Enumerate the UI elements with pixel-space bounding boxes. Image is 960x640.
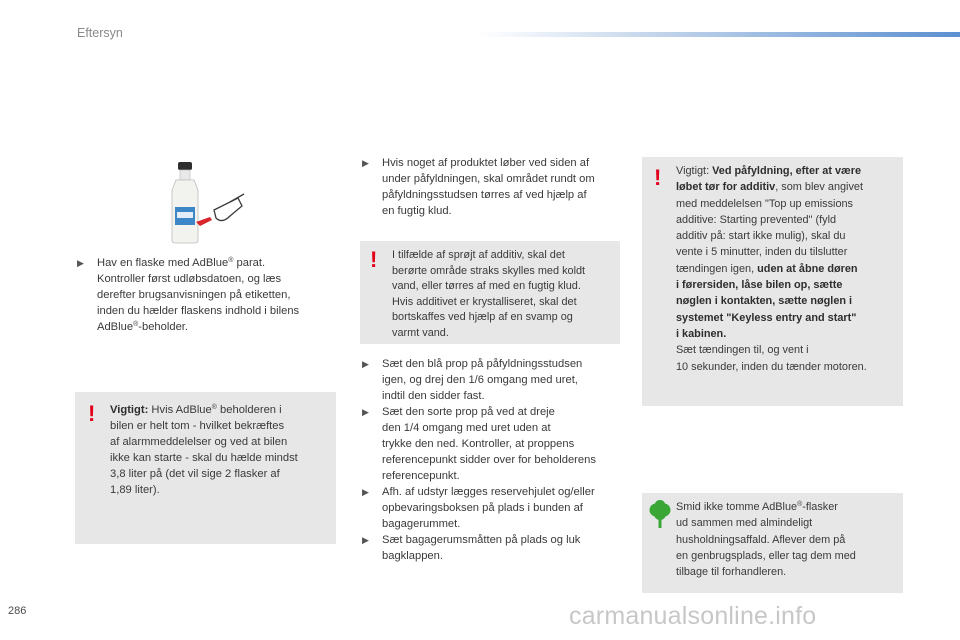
registered-mark: ® [211, 404, 217, 411]
adblue-bottle-icon [160, 162, 250, 244]
text-line: under påfyldningen, skal området rundt om [382, 173, 595, 185]
text-line: Afh. af udstyr lægges reservehjulet og/eller [382, 486, 595, 498]
text-line: 3,8 liter på (det vil sige 2 flasker af [110, 468, 280, 480]
text-line: inden du hælder flaskens indhold i bilens [97, 305, 300, 317]
registered-mark: ® [228, 257, 234, 264]
text-line: ud sammen med almindeligt [676, 517, 813, 530]
text-fragment: Vigtigt: [676, 165, 713, 177]
text-fragment: tændingen igen, [676, 262, 758, 275]
eco-info-box [642, 493, 903, 593]
text-line: varmt vand. [392, 326, 449, 339]
text-line: Sæt den blå prop på påfyldningsstudsen [382, 358, 583, 370]
text-line: en fugtig klud. [382, 205, 452, 217]
bullet-item [362, 356, 624, 404]
text-line: Sæt tændingen til, og vent i [676, 344, 809, 357]
bullet-item [362, 155, 624, 219]
text-fragment: , som blev angivet [775, 181, 864, 194]
text-line: af alarmmeddelelser og ved at bilen [110, 436, 288, 448]
exclamation-warning-icon: ! [370, 247, 378, 272]
bold-text: Ved påfyldning, efter at være [712, 165, 862, 177]
text-line: trykke den ned. Kontroller, at proppens [382, 438, 575, 450]
text-line: husholdningsaffald. Aflever dem på [676, 533, 846, 546]
text-line: bilen er helt tom - hvilket bekræftes [110, 420, 285, 432]
page-number: 286 [8, 605, 27, 617]
exclamation-warning-icon: ! [654, 165, 662, 190]
bold-text: uden at åbne døren [757, 262, 858, 275]
text-line: referencepunkt. [382, 470, 460, 482]
text-line: bagagerummet. [382, 518, 461, 530]
text-fragment: -beholder. [138, 321, 189, 333]
bold-label: Vigtigt: [110, 404, 149, 416]
warning-box [642, 157, 903, 406]
text-line: opbevaringsboksen på plads i bunden af [382, 502, 583, 514]
text-fragment: Hvis AdBlue [148, 404, 212, 416]
text-line: indtil den sidder fast. [382, 390, 485, 402]
text-line: berørte område straks skylles med koldt [392, 264, 586, 277]
watermark: carmanualsonline.info [569, 602, 817, 630]
bullet-item [362, 532, 624, 564]
tree-icon [648, 500, 672, 530]
bullet-flag-icon: ▶ [362, 158, 369, 168]
bullet-item [362, 404, 624, 484]
text-line: Sæt den sorte prop på ved at dreje [382, 406, 555, 418]
text-line: Hvis additivet er krystalliseret, skal det [392, 295, 577, 308]
text-line: vente i 5 minutter, inden du tilslutter [676, 246, 848, 259]
text-line: 1,89 liter). [110, 484, 160, 496]
text-line: den 1/4 omgang med uret uden at [382, 422, 551, 434]
text-line: vand, eller tørres af med en fugtig klud. [392, 280, 581, 292]
text-fragment: Hav en flaske med AdBlue [97, 257, 229, 269]
bullet-flag-icon: ▶ [362, 487, 369, 497]
text-fragment: -flasker [802, 501, 838, 513]
bold-text: i førersiden, låse bilen op, sætte [676, 279, 843, 292]
bullet-list [362, 356, 624, 564]
text-line: en genbrugsplads, eller tag dem med [676, 549, 856, 562]
text-line: Kontroller først udløbsdatoen, og læs [97, 273, 282, 285]
bullet-item [362, 484, 624, 532]
adblue-bottle-illustration [160, 162, 250, 244]
text-line: additive: Starting prevented" (fyld [676, 213, 837, 226]
warning-box [75, 392, 336, 544]
registered-mark: ® [797, 501, 803, 508]
text-line: igen, og drej den 1/6 omgang med uret, [382, 374, 578, 386]
warning-box [360, 241, 620, 344]
text-line: bagklappen. [382, 550, 443, 562]
text-fragment: parat. [233, 257, 266, 269]
text-fragment: AdBlue [97, 321, 134, 333]
text-line: bortskaffes ved hjælp af en svamp og [392, 311, 573, 323]
text-line: ikke kan starte - skal du hælde mindst [110, 452, 298, 464]
text-line: 10 sekunder, inden du tænder motoren. [676, 360, 867, 373]
text-fragment: beholderen i [216, 404, 282, 416]
section-title: Eftersyn [77, 26, 123, 40]
text-line: tilbage til forhandleren. [676, 566, 787, 579]
text-fragment: Smid ikke tomme AdBlue [676, 501, 798, 513]
text-line: I tilfælde af sprøjt af additiv, skal det [392, 249, 565, 261]
registered-mark: ® [133, 321, 139, 328]
bold-text: i kabinen. [676, 327, 727, 340]
bullet-flag-icon: ▶ [362, 535, 369, 545]
text-line: additiv på: start ikke mulig), skal du [676, 230, 846, 243]
bold-text: systemet "Keyless entry and start" [676, 311, 857, 324]
bullet-flag-icon: ▶ [362, 359, 369, 369]
text-line: påfyldningsstudsen tørres af ved hjælp af [382, 189, 587, 201]
bullet-flag-icon: ▶ [77, 258, 84, 268]
text-line: derefter brugsanvisningen på etiketten, [97, 289, 291, 301]
bold-text: nøglen i kontakten, sætte nøglen i [676, 295, 853, 308]
text-line: referencepunkt sidder over for beholderens [382, 454, 596, 466]
exclamation-warning-icon: ! [88, 401, 96, 426]
header-accent-bar [480, 32, 960, 37]
bullet-flag-icon: ▶ [362, 407, 369, 417]
bullet-item [77, 255, 327, 335]
bold-text: løbet tør for additiv [676, 181, 776, 194]
text-line: Sæt bagagerumsmåtten på plads og luk [382, 534, 581, 546]
text-line: Hvis noget af produktet løber ved siden af [382, 157, 590, 169]
text-line: med meddelelsen "Top up emissions [676, 197, 853, 210]
